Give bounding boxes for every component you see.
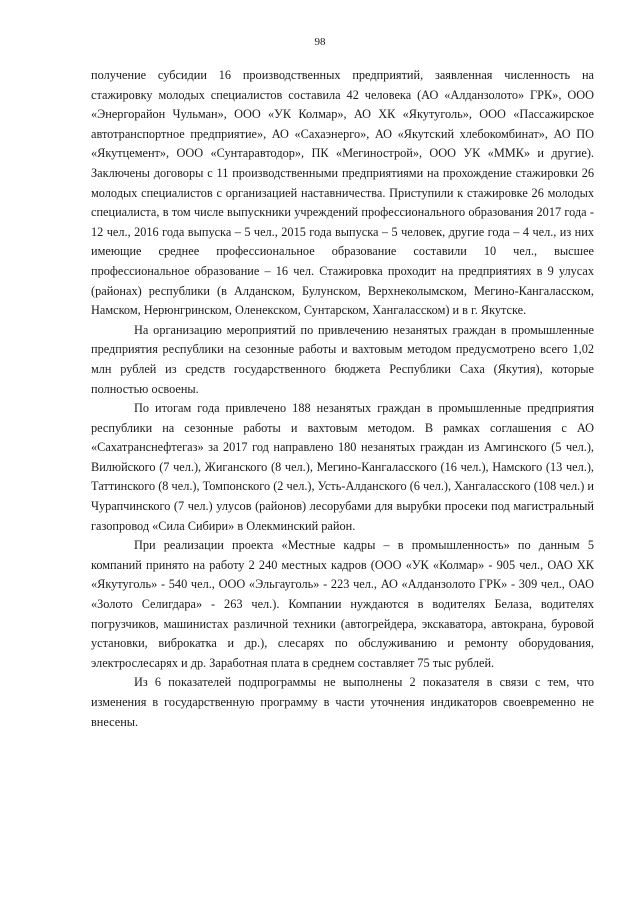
paragraph-funding: На организацию мероприятий по привлечению незанятых граждан в промышленные предприятия республики на сезонные работы и вахтовым методом предусмотрено всего 1,02 млн рублей из средств государственного бюджета Республики Саха (Якутия), которые полностью освоены. — [91, 322, 594, 396]
page-number: 98 — [314, 36, 326, 48]
paragraph-indicators: Из 6 показателей подпрограммы не выполнены 2 показателя в связи с тем, что изменения в государственную программу в части уточнения индикаторов своевременно не внесены. — [91, 675, 594, 729]
paragraph-seasonal-workers: По итогам года привлечено 188 незанятых граждан в промышленные предприятия республики на сезонные работы и вахтовым методом. В рамках соглашения с АО «Сахатранснефтегаз» за 2017 год направлено 180 незанятых граждан из Амгинского (5 чел.), Вилюйского (7 чел.), Жиганского (8 чел.), Мегино-Кангаласского (16 чел.), Намского (13 чел.), Таттинского (8 чел.), Томпонского (2 чел.), Усть-Алданского (6 чел.), Хангаласского (108 чел.) и Чурапчинского (7 чел.) улусов (районов) лесорубами для вырубки просеки под магистральный газопровод «Сила Сибири» в Олекминский район. — [91, 401, 594, 533]
paragraph-internship-subsidies: получение субсидии 16 производственных предприятий, заявленная численность на стажировку молодых специалистов составила 42 человека (АО «Алданзолото» ГРК», ООО «Энергорайон Чульман», ООО «УК Колмар», АО ХК «Якутуголь», ООО «Пассажирское автотранспортное предприятие», АО «Сахаэнерго», АО «Якутский хлебокомбинат», АО ПО «Якутцемент», ООО «Сунтаравтодор», ПК «Мегинострой», ООО УК «ММК» и другие). Заключены договоры с 11 производственными предприятиями на прохождение стажировки 26 молодых специалистов с организацией наставничества. Приступили к стажировке 26 молодых специалиста, в том числе выпускники учреждений профессионального образования 2017 года - 12 чел., 2016 года выпуска – 5 чел., 2015 года выпуска – 5 человек, другие года – 4 чел., из них имеющие среднее профессиональное образование составили 10 чел., высшее профессиональное образование – 16 чел. Стажировка проходит на предприятиях в 9 улусах (районах) республики (в Алданском, Булунском, Верхнеколымском, Мегино-Кангаласском, Намском, Нерюнгринском, Оленекском, Сунтарском, Хангаласском) и в г. Якутске. — [91, 68, 594, 318]
paragraph-local-staff-project: При реализации проекта «Местные кадры – в промышленность» по данным 5 компаний принято на работу 2 240 местных кадров (ООО «УК «Колмар» - 905 чел., ОАО ХК «Якутуголь» - 540 чел., ООО «Эльгауголь» - 223 чел., АО «Алданзолото ГРК» - 309 чел., ОАО «Золото Селигдара» - 263 чел.). Компании нуждаются в водителях Белаза, водителях погрузчиков, машинистах различной техники (автогрейдера, экскаватора, автокрана, буровой установки, виброкатка и др.), слесарях по обслуживанию и ремонту оборудования, электрослесарях и др. Заработная плата в среднем составляет 75 тыс рублей. — [91, 538, 594, 670]
body-text — [91, 66, 594, 732]
